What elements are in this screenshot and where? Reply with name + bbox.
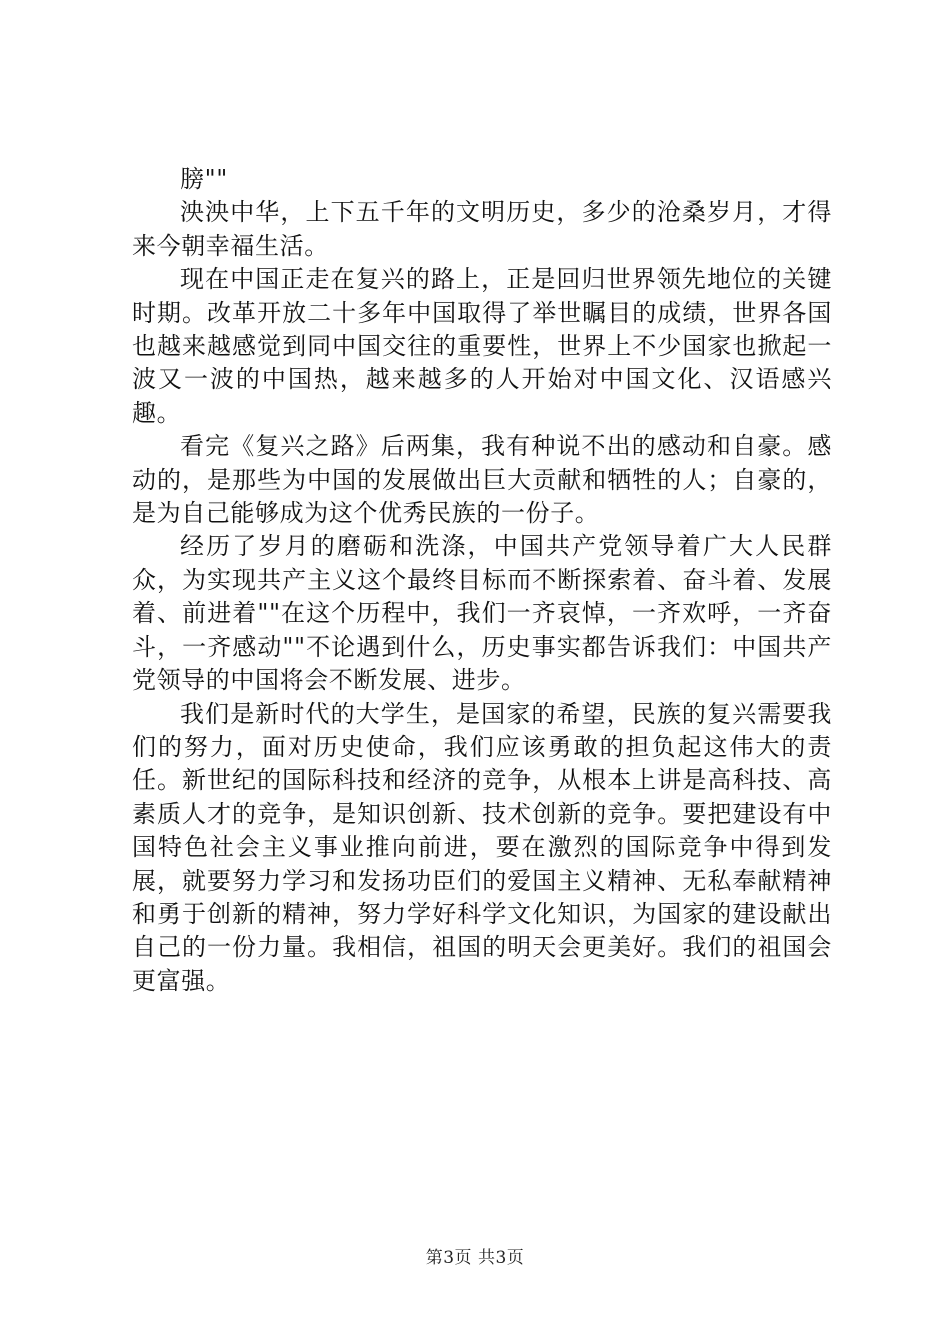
paragraph-3: 现在中国正走在复兴的路上，正是回归世界领先地位的关键时期。改革开放二十多年中国取得了举世瞩目的成绩，世界各国也越来越感觉到同中国交往的重要性，世界上不少国家也掀起一波又一波的中国热，越来越多的人开始对中国文化、汉语感兴趣。	[132, 265, 832, 427]
page-number-footer: 第3页 共3页	[425, 1248, 525, 1268]
paragraph-2: 泱泱中华，上下五千年的文明历史，多少的沧桑岁月，才得来今朝幸福生活。	[132, 198, 832, 260]
paragraph-5: 经历了岁月的磨砺和洗涤，中国共产党领导着广大人民群众，为实现共产主义这个最终目标而不断探索着、奋斗着、发展着、前进着""在这个历程中，我们一齐哀悼，一齐欢呼，一齐奋斗，一齐感动""不论遇到什么，历史事实都告诉我们：中国共产党领导的中国将会不断发展、进步。	[132, 532, 832, 695]
paragraph-6: 我们是新时代的大学生，是国家的希望，民族的复兴需要我们的努力，面对历史使命，我们应该勇敢的担负起这伟大的责任。新世纪的国际科技和经济的竞争，从根本上讲是高科技、高素质人才的竞争，是知识创新、技术创新的竞争。要把建设有中国特色社会主义事业推向前进，要在激烈的国际竞争中得到发展，就要努力学习和发扬功臣们的爱国主义精神、无私奉献精神和勇于创新的精神，努力学好科学文化知识，为国家的建设献出自己的一份力量。我相信，祖国的明天会更美好。我们的祖国会更富强。	[132, 699, 832, 995]
document-body	[132, 163, 832, 998]
paragraph-4: 看完《复兴之路》后两集，我有种说不出的感动和自豪。感动的，是那些为中国的发展做出巨大贡献和牺牲的人；自豪的，是为自己能够成为这个优秀民族的一份子。	[132, 432, 832, 528]
paragraph-1: 膀""	[180, 165, 228, 193]
